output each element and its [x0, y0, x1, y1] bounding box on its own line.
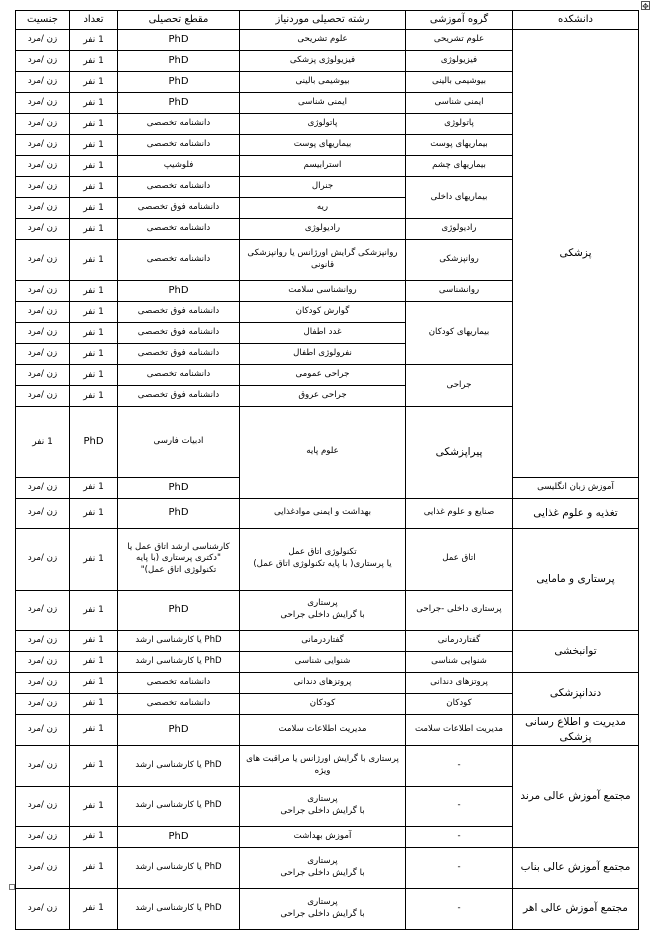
degree-cell: PhD: [118, 590, 240, 630]
count-cell: 1 نفر: [70, 590, 118, 630]
group-cell: روانشناسی: [406, 281, 513, 302]
field-cell: بیماریهای پوست: [240, 135, 406, 156]
count-cell: 1 نفر: [70, 386, 118, 407]
group-cell: -: [406, 786, 513, 826]
table-row: [16, 672, 639, 693]
count-cell: 1 نفر: [70, 498, 118, 528]
faculty-cell: پیراپزشکی: [406, 407, 513, 499]
gender-cell: زن /مرد: [16, 386, 70, 407]
degree-cell: PhD یا کارشناسی ارشد: [118, 651, 240, 672]
gender-cell: زن /مرد: [16, 528, 70, 590]
degree-cell: فلوشیپ: [118, 156, 240, 177]
gender-cell: زن /مرد: [16, 714, 70, 745]
field-cell: ایمنی شناسی: [240, 93, 406, 114]
table-header-row: [16, 11, 639, 30]
field-line: پرستاری: [307, 598, 338, 609]
faculty-cell: تغذیه و علوم غذایی: [513, 498, 639, 528]
degree-cell: PhD: [118, 477, 240, 498]
degree-cell: دانشنامه تخصصی: [118, 114, 240, 135]
degree-cell: PhD: [118, 281, 240, 302]
faculty-cell: پرستاری و مامایی: [513, 528, 639, 630]
group-cell: رادیولوژی: [406, 219, 513, 240]
field-cell: روانپزشکی گرایش اورژانس یا روانپزشکی قانونی: [240, 240, 406, 281]
gender-cell: زن /مرد: [16, 365, 70, 386]
field-line: تکنولوژی اتاق عمل: [288, 547, 357, 558]
count-cell: 1 نفر: [70, 888, 118, 929]
degree-cell: دانشنامه تخصصی: [118, 672, 240, 693]
gender-cell: زن /مرد: [16, 344, 70, 365]
field-cell: مدیریت اطلاعات سلامت: [240, 714, 406, 745]
group-cell: ایمنی شناسی: [406, 93, 513, 114]
faculty-cell: دندانپزشکی: [513, 672, 639, 714]
count-cell: 1 نفر: [70, 135, 118, 156]
field-cell: استرابیسم: [240, 156, 406, 177]
field-cell: [240, 786, 406, 826]
field-line: یا پرستاری( با پایه تکنولوژی اتاق عمل): [253, 559, 392, 570]
degree-cell: PhD: [118, 93, 240, 114]
group-cell: فیزیولوژی: [406, 51, 513, 72]
field-line: با گرایش داخلی جراحی: [280, 908, 365, 919]
gender-cell: زن /مرد: [16, 240, 70, 281]
field-cell: [240, 847, 406, 888]
group-cell: بیماریهای کودکان: [406, 302, 513, 365]
count-cell: 1 نفر: [70, 786, 118, 826]
table-move-handle-icon[interactable]: ✥: [642, 2, 649, 11]
gender-cell: زن /مرد: [16, 786, 70, 826]
count-cell: 1 نفر: [70, 240, 118, 281]
gender-cell: زن /مرد: [16, 93, 70, 114]
header-gender: جنسیت: [16, 11, 70, 30]
faculty-cell: پزشکی: [513, 30, 639, 478]
field-line: پرستاری: [307, 855, 338, 866]
gender-cell: زن /مرد: [16, 651, 70, 672]
group-cell: بیماریهای پوست: [406, 135, 513, 156]
gender-cell: زن /مرد: [16, 477, 70, 498]
count-cell: 1 نفر: [16, 407, 70, 478]
degree-cell: دانشنامه تخصصی: [118, 177, 240, 198]
count-cell: 1 نفر: [70, 714, 118, 745]
count-cell: 1 نفر: [70, 344, 118, 365]
gender-cell: زن /مرد: [16, 672, 70, 693]
degree-cell: دانشنامه فوق تخصصی: [118, 198, 240, 219]
degree-cell: دانشنامه تخصصی: [118, 365, 240, 386]
degree-cell: PhD: [118, 498, 240, 528]
count-cell: 1 نفر: [70, 219, 118, 240]
group-cell: گفتاردرمانی: [406, 630, 513, 651]
field-cell: علوم تشریحی: [240, 30, 406, 51]
degree-cell: PhD یا کارشناسی ارشد: [118, 630, 240, 651]
degree-cell: دانشنامه فوق تخصصی: [118, 344, 240, 365]
group-cell: صنایع و علوم غذایی: [406, 498, 513, 528]
faculty-cell: توانبخشی: [513, 630, 639, 672]
field-cell: گوارش کودکان: [240, 302, 406, 323]
gender-cell: زن /مرد: [16, 498, 70, 528]
field-cell: [240, 590, 406, 630]
group-cell: -: [406, 847, 513, 888]
gender-cell: زن /مرد: [16, 302, 70, 323]
table-row: [16, 630, 639, 651]
count-cell: 1 نفر: [70, 198, 118, 219]
gender-cell: زن /مرد: [16, 219, 70, 240]
field-line: با گرایش داخلی جراحی: [280, 806, 365, 817]
field-cell: ادبیات فارسی: [118, 407, 240, 478]
group-cell: بیماریهای چشم: [406, 156, 513, 177]
group-cell: پروتزهای دندانی: [406, 672, 513, 693]
gender-cell: زن /مرد: [16, 630, 70, 651]
count-cell: 1 نفر: [70, 177, 118, 198]
degree-cell: دانشنامه فوق تخصصی: [118, 302, 240, 323]
field-cell: روانشناسی سلامت: [240, 281, 406, 302]
count-cell: 1 نفر: [70, 72, 118, 93]
degree-cell: PhD: [118, 51, 240, 72]
group-cell: جراحی: [406, 365, 513, 407]
faculty-cell: مجتمع آموزش عالی مرند: [513, 745, 639, 847]
field-cell: پرستاری با گرایش اورژانس یا مراقبت های ویژه: [240, 745, 406, 786]
gender-cell: زن /مرد: [16, 51, 70, 72]
count-cell: 1 نفر: [70, 281, 118, 302]
group-cell: مدیریت اطلاعات سلامت: [406, 714, 513, 745]
field-cell: جراحی عمومی: [240, 365, 406, 386]
header-faculty: دانشکده: [513, 11, 639, 30]
group-cell: اتاق عمل: [406, 528, 513, 590]
field-cell: کودکان: [240, 693, 406, 714]
degree-cell: PhD: [118, 72, 240, 93]
count-cell: 1 نفر: [70, 847, 118, 888]
group-cell: -: [406, 745, 513, 786]
count-cell: 1 نفر: [70, 302, 118, 323]
count-cell: 1 نفر: [70, 30, 118, 51]
gender-cell: زن /مرد: [16, 693, 70, 714]
header-group: گروه آموزشی: [406, 11, 513, 30]
field-line: با گرایش داخلی جراحی: [280, 610, 365, 621]
field-line: پرستاری: [307, 794, 338, 805]
field-cell: رادیولوژی: [240, 219, 406, 240]
gender-cell: زن /مرد: [16, 745, 70, 786]
table-row: [16, 745, 639, 786]
field-line: پرستاری: [307, 896, 338, 907]
gender-cell: زن /مرد: [16, 590, 70, 630]
field-cell: [240, 888, 406, 929]
gender-cell: زن /مرد: [16, 114, 70, 135]
field-cell: ریه: [240, 198, 406, 219]
degree-cell: PhD یا کارشناسی ارشد: [118, 847, 240, 888]
gender-cell: زن /مرد: [16, 281, 70, 302]
table-row: [16, 714, 639, 745]
field-cell: غدد اطفال: [240, 323, 406, 344]
count-cell: 1 نفر: [70, 826, 118, 847]
degree-cell: PhD: [70, 407, 118, 478]
group-cell: -: [406, 826, 513, 847]
field-cell: بهداشت و ایمنی موادغذایی: [240, 498, 406, 528]
table-row: [16, 30, 639, 51]
degree-cell: دانشنامه فوق تخصصی: [118, 386, 240, 407]
field-cell: آموزش زبان انگلیسی: [513, 477, 639, 498]
header-degree: مقطع تحصیلی: [118, 11, 240, 30]
count-cell: 1 نفر: [70, 693, 118, 714]
field-cell: جنرال: [240, 177, 406, 198]
gender-cell: زن /مرد: [16, 323, 70, 344]
gender-cell: زن /مرد: [16, 888, 70, 929]
count-cell: 1 نفر: [70, 323, 118, 344]
header-field: رشته تحصیلی موردنیاز: [240, 11, 406, 30]
gender-cell: زن /مرد: [16, 72, 70, 93]
degree-cell: PhD: [118, 714, 240, 745]
field-cell: [240, 528, 406, 590]
table-row: [16, 528, 639, 590]
faculty-cell: مجتمع آموزش عالی اهر: [513, 888, 639, 929]
degree-cell: PhD یا کارشناسی ارشد: [118, 745, 240, 786]
positions-table: [15, 10, 639, 930]
group-cell: بیماریهای داخلی: [406, 177, 513, 219]
gender-cell: زن /مرد: [16, 847, 70, 888]
field-cell: فیزیولوژی پزشکی: [240, 51, 406, 72]
degree-cell: PhD یا کارشناسی ارشد: [118, 786, 240, 826]
degree-cell: دانشنامه فوق تخصصی: [118, 323, 240, 344]
gender-cell: زن /مرد: [16, 156, 70, 177]
field-cell: پروتزهای دندانی: [240, 672, 406, 693]
count-cell: 1 نفر: [70, 745, 118, 786]
field-cell: شنوایی شناسی: [240, 651, 406, 672]
field-cell: بیوشیمی بالینی: [240, 72, 406, 93]
table-row: [16, 498, 639, 528]
field-cell: نفرولوژی اطفال: [240, 344, 406, 365]
count-cell: 1 نفر: [70, 114, 118, 135]
gender-cell: زن /مرد: [16, 135, 70, 156]
count-cell: 1 نفر: [70, 93, 118, 114]
degree-cell: PhD یا کارشناسی ارشد: [118, 888, 240, 929]
field-line: با گرایش داخلی جراحی: [280, 867, 365, 878]
field-cell: جراحی عروق: [240, 386, 406, 407]
header-count: تعداد: [70, 11, 118, 30]
degree-cell: PhD: [118, 30, 240, 51]
table-row: [16, 888, 639, 929]
count-cell: 1 نفر: [70, 528, 118, 590]
count-cell: 1 نفر: [70, 672, 118, 693]
count-cell: 1 نفر: [70, 477, 118, 498]
gender-cell: زن /مرد: [16, 826, 70, 847]
degree-cell: دانشنامه تخصصی: [118, 135, 240, 156]
field-cell: آموزش بهداشت: [240, 826, 406, 847]
degree-cell: دانشنامه تخصصی: [118, 240, 240, 281]
field-cell: پاتولوژی: [240, 114, 406, 135]
group-cell: روانپزشکی: [406, 240, 513, 281]
count-cell: 1 نفر: [70, 651, 118, 672]
group-cell: علوم پایه: [240, 407, 406, 499]
count-cell: 1 نفر: [70, 156, 118, 177]
group-cell: پرستاری داخلی -جراحی: [406, 590, 513, 630]
field-cell: گفتاردرمانی: [240, 630, 406, 651]
group-cell: پاتولوژی: [406, 114, 513, 135]
gender-cell: زن /مرد: [16, 198, 70, 219]
degree-cell: دانشنامه تخصصی: [118, 219, 240, 240]
group-cell: بیوشیمی بالینی: [406, 72, 513, 93]
count-cell: 1 نفر: [70, 365, 118, 386]
count-cell: 1 نفر: [70, 630, 118, 651]
group-cell: کودکان: [406, 693, 513, 714]
table-row: [16, 847, 639, 888]
degree-cell: PhD: [118, 826, 240, 847]
count-cell: 1 نفر: [70, 51, 118, 72]
degree-cell: دانشنامه تخصصی: [118, 693, 240, 714]
gender-cell: زن /مرد: [16, 177, 70, 198]
faculty-cell: مدیریت و اطلاع رسانی پزشکی: [513, 714, 639, 745]
paragraph-end-mark: [9, 884, 15, 890]
gender-cell: زن /مرد: [16, 30, 70, 51]
group-cell: علوم تشریحی: [406, 30, 513, 51]
group-cell: -: [406, 888, 513, 929]
group-cell: شنوایی شناسی: [406, 651, 513, 672]
faculty-cell: مجتمع آموزش عالی بناب: [513, 847, 639, 888]
degree-cell: کارشناسی ارشد اتاق عمل یا "دکتری پرستاری (با پایه تکنولوژی اتاق عمل)": [118, 528, 240, 590]
